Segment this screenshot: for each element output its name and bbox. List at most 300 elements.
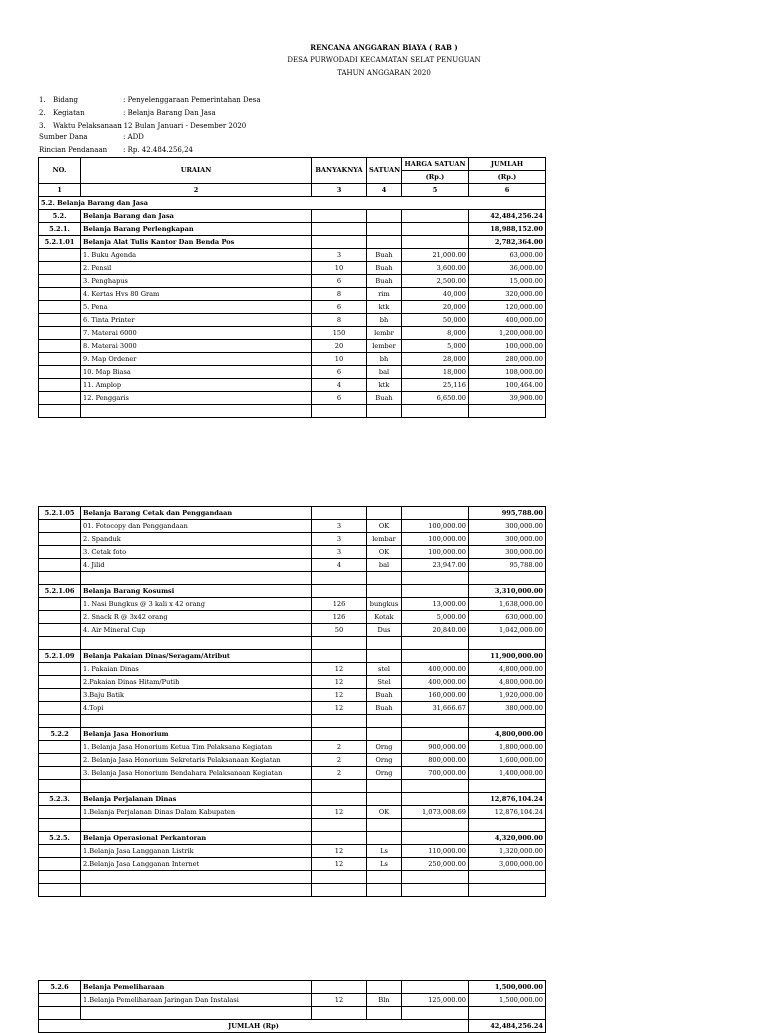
row-name: Belanja Pakaian Dinas/Seragam/Atribut bbox=[81, 650, 312, 663]
empty-cell bbox=[367, 780, 402, 793]
empty-cell bbox=[367, 405, 402, 418]
empty-cell bbox=[367, 236, 402, 249]
empty-cell bbox=[39, 994, 81, 1007]
item-qty: 10 bbox=[312, 353, 367, 366]
item-qty: 3 bbox=[312, 520, 367, 533]
item-qty: 3 bbox=[312, 533, 367, 546]
empty-cell bbox=[367, 715, 402, 728]
empty-cell bbox=[39, 611, 81, 624]
table-row bbox=[39, 611, 546, 624]
item-unit: Dus bbox=[367, 624, 402, 637]
item-name: 6. Tinta Printer bbox=[81, 314, 312, 327]
empty-cell bbox=[81, 1007, 312, 1020]
grand-total-row bbox=[39, 1020, 546, 1033]
item-unit: Buah bbox=[367, 689, 402, 702]
budget-table-part-1 bbox=[38, 157, 546, 418]
item-price: 110,000.00 bbox=[402, 845, 469, 858]
col-number: 1 bbox=[39, 184, 81, 197]
empty-cell bbox=[402, 715, 469, 728]
item-total: 1,500,000.00 bbox=[469, 994, 546, 1007]
empty-cell bbox=[402, 236, 469, 249]
item-price: 3,600.00 bbox=[402, 262, 469, 275]
empty-cell bbox=[367, 884, 402, 897]
item-qty: 8 bbox=[312, 314, 367, 327]
item-name: 2.Belanja Jasa Langganan Internet bbox=[81, 858, 312, 871]
empty-cell bbox=[312, 507, 367, 520]
col-number: 4 bbox=[367, 184, 402, 197]
row-name: Belanja Barang Perlengkapan bbox=[81, 223, 312, 236]
info-value: : Rp. 42.484.256,24 bbox=[123, 146, 193, 154]
empty-cell bbox=[312, 780, 367, 793]
row-total: 3,310,000.00 bbox=[469, 585, 546, 598]
table-row bbox=[39, 689, 546, 702]
group-header-row bbox=[39, 210, 546, 223]
row-total: 4,320,000.00 bbox=[469, 832, 546, 845]
item-name: 2.Pakaian Dinas Hitam/Putih bbox=[81, 676, 312, 689]
empty-cell bbox=[312, 405, 367, 418]
item-qty: 12 bbox=[312, 858, 367, 871]
empty-cell bbox=[312, 236, 367, 249]
item-price: 20,840.00 bbox=[402, 624, 469, 637]
table-row bbox=[39, 598, 546, 611]
budget-table-part-2 bbox=[38, 506, 546, 897]
item-total: 1,920,000.00 bbox=[469, 689, 546, 702]
empty-cell bbox=[402, 650, 469, 663]
empty-cell bbox=[469, 871, 546, 884]
item-unit: ktk bbox=[367, 379, 402, 392]
empty-cell bbox=[39, 871, 81, 884]
row-code: 5.2.1.01 bbox=[39, 236, 81, 249]
empty-cell bbox=[469, 715, 546, 728]
item-price: 900,000.00 bbox=[402, 741, 469, 754]
row-name: Belanja Pemeliharaan bbox=[81, 981, 312, 994]
blank-row bbox=[39, 715, 546, 728]
item-unit: bal bbox=[367, 559, 402, 572]
empty-cell bbox=[39, 663, 81, 676]
budget-year: TAHUN ANGGARAN 2020 bbox=[337, 69, 431, 77]
item-price: 125,000.00 bbox=[402, 994, 469, 1007]
row-code: 5.2.2 bbox=[39, 728, 81, 741]
item-unit: ktk bbox=[367, 301, 402, 314]
table-row bbox=[39, 994, 546, 1007]
item-total: 95,788.00 bbox=[469, 559, 546, 572]
row-name: Belanja Jasa Honorium bbox=[81, 728, 312, 741]
empty-cell bbox=[39, 353, 81, 366]
empty-cell bbox=[402, 210, 469, 223]
item-unit: bh bbox=[367, 353, 402, 366]
empty-cell bbox=[469, 884, 546, 897]
blank-row bbox=[39, 637, 546, 650]
empty-cell bbox=[402, 405, 469, 418]
item-qty: 6 bbox=[312, 275, 367, 288]
row-name: Belanja Barang dan Jasa bbox=[81, 210, 312, 223]
info-value: : 12 Bulan Januari - Desember 2020 bbox=[119, 122, 247, 130]
item-qty: 3 bbox=[312, 546, 367, 559]
item-price: 20,000 bbox=[402, 301, 469, 314]
blank-row bbox=[39, 884, 546, 897]
table-row bbox=[39, 301, 546, 314]
item-total: 4,800,000.00 bbox=[469, 663, 546, 676]
col-header-uraian: URAIAN bbox=[81, 158, 312, 184]
table-row bbox=[39, 754, 546, 767]
item-total: 120,000.00 bbox=[469, 301, 546, 314]
item-qty: 3 bbox=[312, 249, 367, 262]
item-qty: 12 bbox=[312, 676, 367, 689]
row-name: Belanja Barang Kosumsi bbox=[81, 585, 312, 598]
col-header-satuan: SATUAN bbox=[367, 158, 402, 184]
row-code: 5.2.1.05 bbox=[39, 507, 81, 520]
col-number: 3 bbox=[312, 184, 367, 197]
item-qty: 2 bbox=[312, 741, 367, 754]
table-row bbox=[39, 559, 546, 572]
item-qty: 126 bbox=[312, 611, 367, 624]
empty-cell bbox=[39, 637, 81, 650]
item-unit: OK bbox=[367, 806, 402, 819]
item-name: 5. Pena bbox=[81, 301, 312, 314]
item-unit: Buah bbox=[367, 702, 402, 715]
empty-cell bbox=[81, 780, 312, 793]
item-qty: 150 bbox=[312, 327, 367, 340]
empty-cell bbox=[39, 702, 81, 715]
row-name: Belanja Perjalanan Dinas bbox=[81, 793, 312, 806]
table-row bbox=[39, 520, 546, 533]
empty-cell bbox=[469, 405, 546, 418]
item-qty: 12 bbox=[312, 689, 367, 702]
item-total: 63,000.00 bbox=[469, 249, 546, 262]
table-row bbox=[39, 546, 546, 559]
item-unit: bungkus bbox=[367, 598, 402, 611]
item-price: 25,116 bbox=[402, 379, 469, 392]
item-unit: lember bbox=[367, 340, 402, 353]
blank-row bbox=[39, 1007, 546, 1020]
info-label: Rincian Pendanaan bbox=[39, 146, 108, 154]
empty-cell bbox=[39, 767, 81, 780]
info-label: Sumber Dana bbox=[39, 133, 88, 141]
item-total: 1,600,000.00 bbox=[469, 754, 546, 767]
empty-cell bbox=[81, 637, 312, 650]
item-total: 380,000.00 bbox=[469, 702, 546, 715]
empty-cell bbox=[367, 507, 402, 520]
group-header-row bbox=[39, 728, 546, 741]
empty-cell bbox=[312, 572, 367, 585]
item-qty: 50 bbox=[312, 624, 367, 637]
item-total: 1,200,000.00 bbox=[469, 327, 546, 340]
item-total: 100,000.00 bbox=[469, 340, 546, 353]
empty-cell bbox=[367, 650, 402, 663]
empty-cell bbox=[312, 884, 367, 897]
empty-cell bbox=[39, 806, 81, 819]
item-total: 108,000.00 bbox=[469, 366, 546, 379]
empty-cell bbox=[469, 780, 546, 793]
item-name: 3. Penghapus bbox=[81, 275, 312, 288]
item-unit: lembar bbox=[367, 533, 402, 546]
empty-cell bbox=[312, 728, 367, 741]
item-unit: Buah bbox=[367, 262, 402, 275]
row-name: Belanja Alat Tulis Kantor Dan Benda Pos bbox=[81, 236, 312, 249]
empty-cell bbox=[81, 572, 312, 585]
empty-cell bbox=[39, 249, 81, 262]
empty-cell bbox=[367, 832, 402, 845]
table-row bbox=[39, 327, 546, 340]
col-header-jumlah-unit: (Rp.) bbox=[469, 171, 546, 184]
item-name: 1.Belanja Perjalanan Dinas Dalam Kabupaten bbox=[81, 806, 312, 819]
item-qty: 6 bbox=[312, 392, 367, 405]
item-total: 300,000.00 bbox=[469, 533, 546, 546]
item-unit: Orng bbox=[367, 741, 402, 754]
item-total: 1,800,000.00 bbox=[469, 741, 546, 754]
empty-cell bbox=[39, 676, 81, 689]
empty-cell bbox=[81, 405, 312, 418]
info-label: Kegiatan bbox=[53, 109, 85, 117]
item-price: 100,000.00 bbox=[402, 546, 469, 559]
col-number: 2 bbox=[81, 184, 312, 197]
item-total: 1,400,000.00 bbox=[469, 767, 546, 780]
item-name: 8. Materai 3000 bbox=[81, 340, 312, 353]
row-total: 1,500,000.00 bbox=[469, 981, 546, 994]
item-name: 1. Buku Agenda bbox=[81, 249, 312, 262]
empty-cell bbox=[312, 871, 367, 884]
group-header-row bbox=[39, 236, 546, 249]
empty-cell bbox=[312, 223, 367, 236]
empty-cell bbox=[402, 1007, 469, 1020]
col-header-banyaknya: BANYAKNYA bbox=[312, 158, 367, 184]
empty-cell bbox=[367, 819, 402, 832]
info-label: Bidang bbox=[53, 96, 79, 104]
empty-cell bbox=[402, 728, 469, 741]
item-qty: 12 bbox=[312, 845, 367, 858]
item-name: 3.Baju Batik bbox=[81, 689, 312, 702]
empty-cell bbox=[312, 585, 367, 598]
row-code: 5.2.3. bbox=[39, 793, 81, 806]
item-price: 700,000.00 bbox=[402, 767, 469, 780]
empty-cell bbox=[367, 210, 402, 223]
row-total: 2,782,364.00 bbox=[469, 236, 546, 249]
empty-cell bbox=[39, 275, 81, 288]
row-total: 42,484,256.24 bbox=[469, 210, 546, 223]
item-unit: Kotak bbox=[367, 611, 402, 624]
empty-cell bbox=[39, 379, 81, 392]
row-total: 18,988,152.00 bbox=[469, 223, 546, 236]
info-number: 1. bbox=[39, 96, 46, 104]
empty-cell bbox=[39, 559, 81, 572]
empty-cell bbox=[469, 1007, 546, 1020]
row-code: 5.2. bbox=[39, 210, 81, 223]
table-row bbox=[39, 288, 546, 301]
item-total: 630,000.00 bbox=[469, 611, 546, 624]
empty-cell bbox=[39, 520, 81, 533]
item-total: 1,638,000.00 bbox=[469, 598, 546, 611]
empty-cell bbox=[39, 327, 81, 340]
empty-cell bbox=[312, 210, 367, 223]
group-header-row bbox=[39, 507, 546, 520]
item-name: 01. Fotocopy dan Penggandaan bbox=[81, 520, 312, 533]
empty-cell bbox=[312, 1007, 367, 1020]
empty-cell bbox=[39, 262, 81, 275]
item-qty: 4 bbox=[312, 559, 367, 572]
empty-cell bbox=[39, 741, 81, 754]
item-unit: OK bbox=[367, 546, 402, 559]
group-header-row bbox=[39, 981, 546, 994]
col-header-harga: HARGA SATUAN bbox=[402, 158, 469, 171]
item-price: 400,000.00 bbox=[402, 676, 469, 689]
empty-cell bbox=[367, 793, 402, 806]
empty-cell bbox=[367, 223, 402, 236]
item-price: 23,947.00 bbox=[402, 559, 469, 572]
item-total: 280,000.00 bbox=[469, 353, 546, 366]
item-total: 100,464.00 bbox=[469, 379, 546, 392]
document-title: RENCANA ANGGARAN BIAYA ( RAB ) bbox=[310, 43, 458, 52]
item-qty: 2 bbox=[312, 754, 367, 767]
info-number: 3. bbox=[39, 122, 46, 130]
item-unit: Ls bbox=[367, 858, 402, 871]
item-total: 1,320,000.00 bbox=[469, 845, 546, 858]
row-code: 5.2.6 bbox=[39, 981, 81, 994]
empty-cell bbox=[39, 288, 81, 301]
row-code: 5.2.1.09 bbox=[39, 650, 81, 663]
item-unit: Buah bbox=[367, 249, 402, 262]
empty-cell bbox=[81, 819, 312, 832]
item-total: 3,000,000.00 bbox=[469, 858, 546, 871]
budget-table-part-3 bbox=[38, 980, 546, 1033]
item-name: 2. Spanduk bbox=[81, 533, 312, 546]
empty-cell bbox=[39, 624, 81, 637]
info-value: : ADD bbox=[123, 133, 144, 141]
section-title: 5.2. Belanja Barang dan Jasa bbox=[39, 197, 546, 210]
item-price: 8,000 bbox=[402, 327, 469, 340]
item-name: 11. Amplop bbox=[81, 379, 312, 392]
empty-cell bbox=[39, 392, 81, 405]
empty-cell bbox=[39, 366, 81, 379]
group-header-row bbox=[39, 223, 546, 236]
item-unit: stel bbox=[367, 663, 402, 676]
table-row bbox=[39, 624, 546, 637]
empty-cell bbox=[402, 981, 469, 994]
empty-cell bbox=[39, 819, 81, 832]
item-total: 12,876,104.24 bbox=[469, 806, 546, 819]
grand-total-label: JUMLAH (Rp) bbox=[39, 1020, 469, 1033]
empty-cell bbox=[402, 871, 469, 884]
row-name: Belanja Barang Cetak dan Penggandaan bbox=[81, 507, 312, 520]
item-qty: 12 bbox=[312, 806, 367, 819]
table-row bbox=[39, 275, 546, 288]
col-number: 5 bbox=[402, 184, 469, 197]
item-name: 1. Pakaian Dinas bbox=[81, 663, 312, 676]
item-price: 21,000.00 bbox=[402, 249, 469, 262]
empty-cell bbox=[39, 301, 81, 314]
empty-cell bbox=[402, 223, 469, 236]
group-header-row bbox=[39, 793, 546, 806]
empty-cell bbox=[81, 884, 312, 897]
item-price: 2,500.00 bbox=[402, 275, 469, 288]
item-qty: 8 bbox=[312, 288, 367, 301]
table-row bbox=[39, 262, 546, 275]
empty-cell bbox=[81, 871, 312, 884]
col-header-no: NO. bbox=[39, 158, 81, 184]
table-row bbox=[39, 314, 546, 327]
item-name: 9. Map Ordener bbox=[81, 353, 312, 366]
empty-cell bbox=[469, 819, 546, 832]
blank-row bbox=[39, 780, 546, 793]
table-row bbox=[39, 767, 546, 780]
empty-cell bbox=[312, 715, 367, 728]
empty-cell bbox=[312, 819, 367, 832]
table-row bbox=[39, 845, 546, 858]
item-qty: 6 bbox=[312, 366, 367, 379]
table-row bbox=[39, 741, 546, 754]
empty-cell bbox=[402, 585, 469, 598]
empty-cell bbox=[469, 637, 546, 650]
info-value: : Belanja Barang Dan Jasa bbox=[123, 109, 216, 117]
empty-cell bbox=[39, 858, 81, 871]
item-price: 40,000 bbox=[402, 288, 469, 301]
item-unit: Bln bbox=[367, 994, 402, 1007]
item-qty: 2 bbox=[312, 767, 367, 780]
item-total: 400,000.00 bbox=[469, 314, 546, 327]
item-name: 3. Cetak foto bbox=[81, 546, 312, 559]
empty-cell bbox=[402, 884, 469, 897]
item-name: 10. Map Biasa bbox=[81, 366, 312, 379]
table-row bbox=[39, 533, 546, 546]
row-code: 5.2.5. bbox=[39, 832, 81, 845]
empty-cell bbox=[402, 572, 469, 585]
empty-cell bbox=[402, 832, 469, 845]
item-total: 39,900.00 bbox=[469, 392, 546, 405]
blank-row bbox=[39, 819, 546, 832]
empty-cell bbox=[367, 637, 402, 650]
item-unit: bh bbox=[367, 314, 402, 327]
grand-total-value: 42,484,256.24 bbox=[469, 1020, 546, 1033]
table-row bbox=[39, 340, 546, 353]
item-price: 5,000.00 bbox=[402, 611, 469, 624]
item-name: 12. Penggaris bbox=[81, 392, 312, 405]
item-price: 31,666.67 bbox=[402, 702, 469, 715]
row-total: 11,900,000.00 bbox=[469, 650, 546, 663]
empty-cell bbox=[39, 780, 81, 793]
item-price: 6,650.00 bbox=[402, 392, 469, 405]
empty-cell bbox=[39, 845, 81, 858]
item-name: 1. Nasi Bungkus @ 3 kali x 42 orang bbox=[81, 598, 312, 611]
item-unit: Orng bbox=[367, 754, 402, 767]
item-unit: Buah bbox=[367, 275, 402, 288]
empty-cell bbox=[39, 715, 81, 728]
table-row bbox=[39, 353, 546, 366]
item-price: 1,073,008.69 bbox=[402, 806, 469, 819]
item-total: 4,800,000.00 bbox=[469, 676, 546, 689]
empty-cell bbox=[402, 637, 469, 650]
item-price: 250,000.00 bbox=[402, 858, 469, 871]
item-total: 36,000.00 bbox=[469, 262, 546, 275]
info-number: 2. bbox=[39, 109, 46, 117]
empty-cell bbox=[39, 884, 81, 897]
item-price: 400,000.00 bbox=[402, 663, 469, 676]
empty-cell bbox=[39, 533, 81, 546]
item-unit: Stel bbox=[367, 676, 402, 689]
row-total: 4,800,000.00 bbox=[469, 728, 546, 741]
empty-cell bbox=[81, 715, 312, 728]
row-total: 12,876,104.24 bbox=[469, 793, 546, 806]
document-subtitle: DESA PURWODADI KECAMATAN SELAT PENUGUAN bbox=[287, 56, 481, 64]
item-qty: 6 bbox=[312, 301, 367, 314]
item-unit: lembr bbox=[367, 327, 402, 340]
item-name: 2. Snack R @ 3x42 orang bbox=[81, 611, 312, 624]
item-total: 15,000.00 bbox=[469, 275, 546, 288]
col-header-jumlah: JUMLAH bbox=[469, 158, 546, 171]
col-number: 6 bbox=[469, 184, 546, 197]
item-price: 18,000 bbox=[402, 366, 469, 379]
table-row bbox=[39, 366, 546, 379]
empty-cell bbox=[312, 793, 367, 806]
table-row bbox=[39, 379, 546, 392]
